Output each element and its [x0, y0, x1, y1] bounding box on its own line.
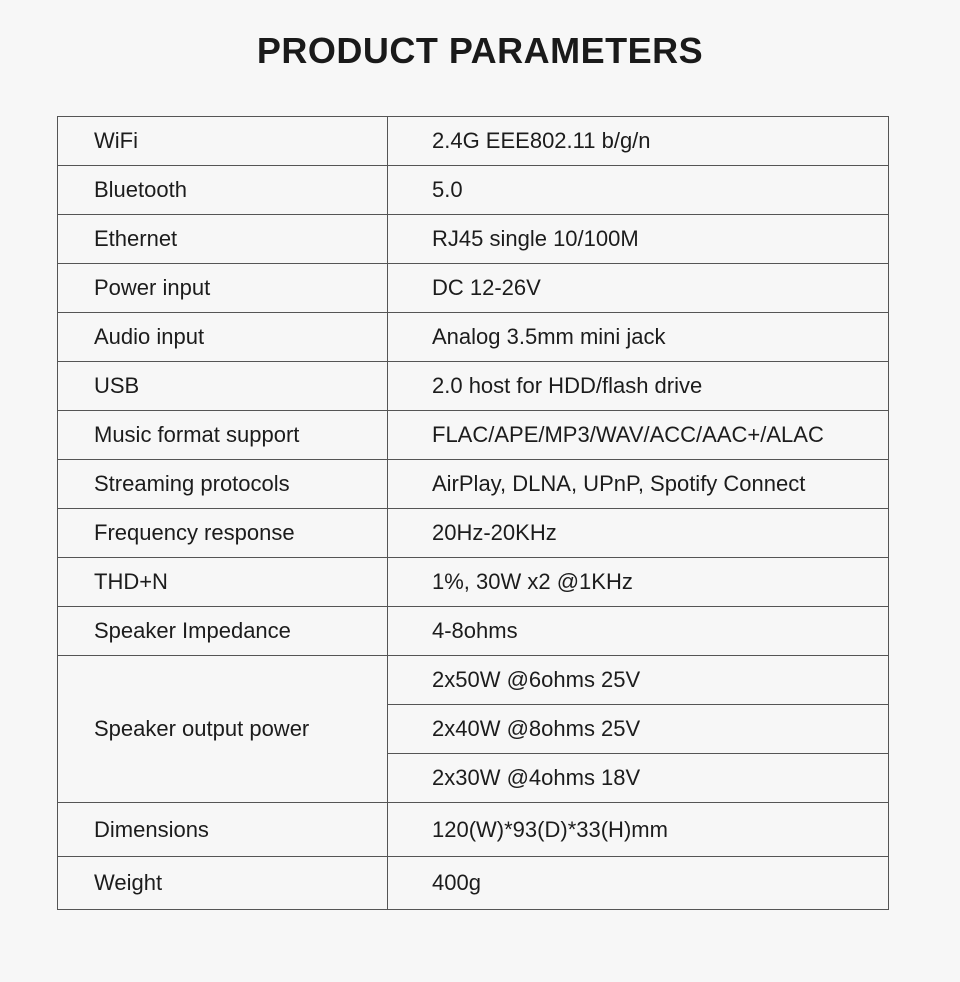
- row-value: 5.0: [388, 166, 889, 215]
- row-label: Streaming protocols: [58, 460, 388, 509]
- table-row: [58, 215, 889, 264]
- table-row: [58, 117, 889, 166]
- row-label: Audio input: [58, 313, 388, 362]
- table-row: [58, 558, 889, 607]
- row-value: DC 12-26V: [388, 264, 889, 313]
- table-row: [58, 656, 889, 705]
- table-row: [58, 166, 889, 215]
- row-value: 4-8ohms: [388, 607, 889, 656]
- row-label: Ethernet: [58, 215, 388, 264]
- row-value: RJ45 single 10/100M: [388, 215, 889, 264]
- row-value: 1%, 30W x2 @1KHz: [388, 558, 889, 607]
- row-label: Dimensions: [58, 803, 388, 857]
- row-value: Analog 3.5mm mini jack: [388, 313, 889, 362]
- table-row: [58, 509, 889, 558]
- row-label: WiFi: [58, 117, 388, 166]
- row-label: Bluetooth: [58, 166, 388, 215]
- row-value: AirPlay, DLNA, UPnP, Spotify Connect: [388, 460, 889, 509]
- row-label: Weight: [58, 857, 388, 910]
- speaker-output-value: 2x40W @8ohms 25V: [388, 705, 889, 754]
- row-label: Music format support: [58, 411, 388, 460]
- row-value: 120(W)*93(D)*33(H)mm: [388, 803, 889, 857]
- table-row: [58, 264, 889, 313]
- speaker-output-value: 2x50W @6ohms 25V: [388, 656, 889, 705]
- row-label: Frequency response: [58, 509, 388, 558]
- table-row: [58, 411, 889, 460]
- page-title: PRODUCT PARAMETERS: [256, 30, 704, 71]
- row-label: Power input: [58, 264, 388, 313]
- row-value: 400g: [388, 857, 889, 910]
- speaker-output-label: Speaker output power: [58, 656, 388, 803]
- row-value: 2.0 host for HDD/flash drive: [388, 362, 889, 411]
- table-row: [58, 313, 889, 362]
- row-label: Speaker Impedance: [58, 607, 388, 656]
- table-row: [58, 362, 889, 411]
- speaker-output-value: 2x30W @4ohms 18V: [388, 754, 889, 803]
- row-label: USB: [58, 362, 388, 411]
- table-row: [58, 803, 889, 857]
- row-value: 2.4G EEE802.11 b/g/n: [388, 117, 889, 166]
- table-row: [58, 857, 889, 910]
- row-label: THD+N: [58, 558, 388, 607]
- row-value: FLAC/APE/MP3/WAV/ACC/AAC+/ALAC: [388, 411, 889, 460]
- row-value: 20Hz-20KHz: [388, 509, 889, 558]
- spec-table: [57, 116, 889, 910]
- table-row: [58, 607, 889, 656]
- table-row: [58, 460, 889, 509]
